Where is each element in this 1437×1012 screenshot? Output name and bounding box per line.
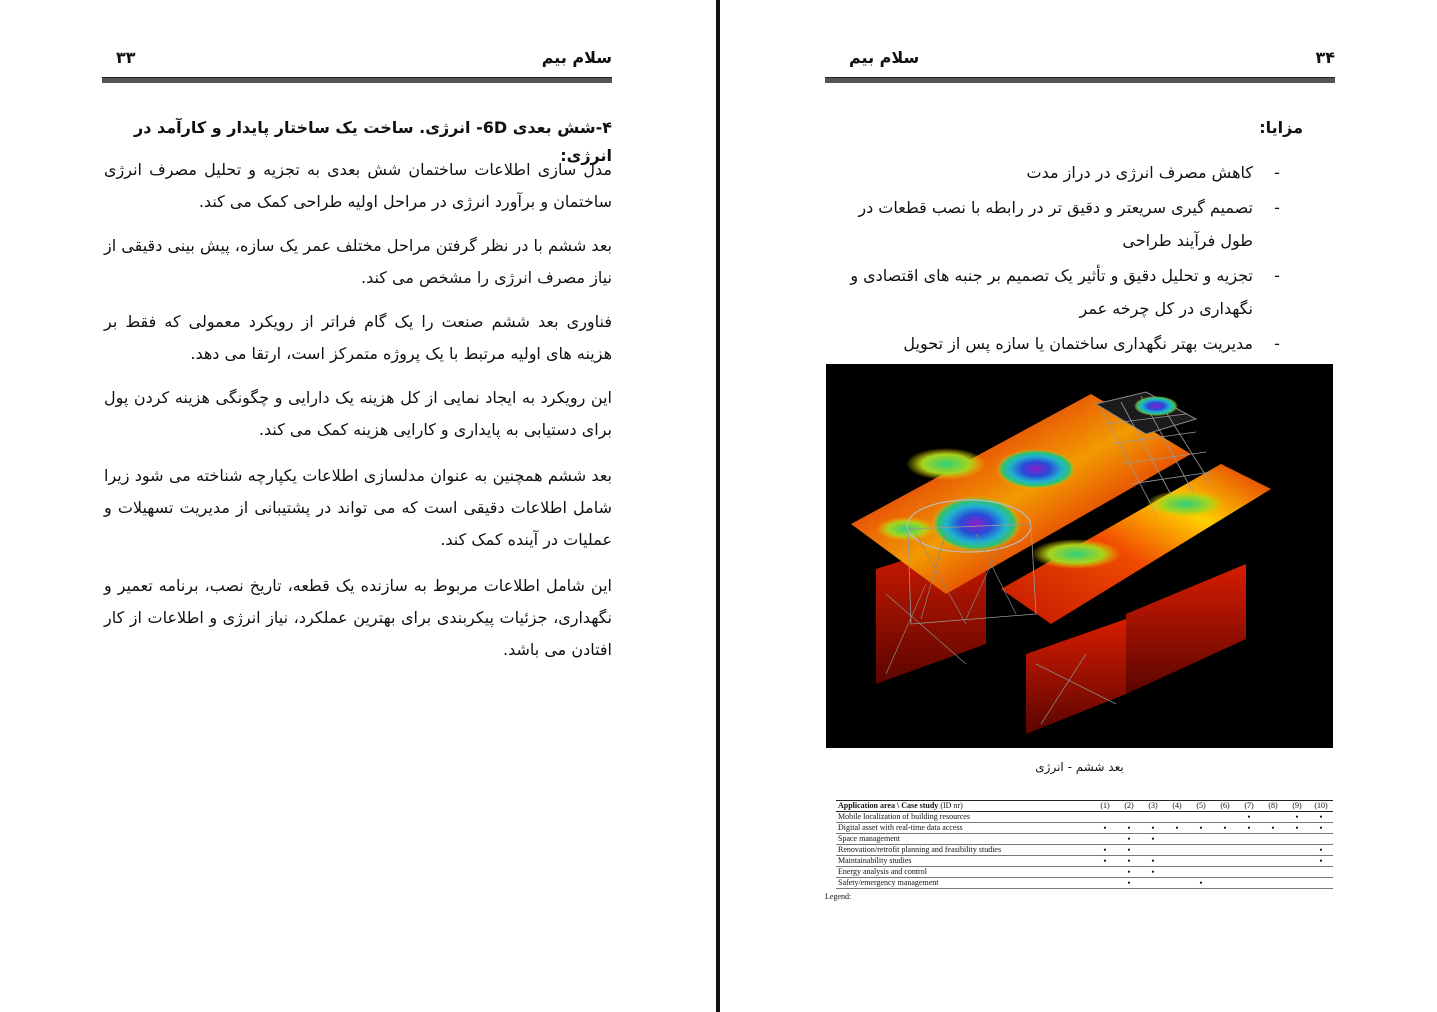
paragraph: فناوری بعد ششم صنعت را یک گام فراتر از رویکرد معمولی که فقط بر هزینه های اولیه مرتبط با یک پروژه متمرکز است، ارتقا می دهد. <box>104 312 612 363</box>
column-header: (9) <box>1285 801 1309 812</box>
table-cell-mark: • <box>1117 878 1141 889</box>
table-cell-mark <box>1237 867 1261 878</box>
paragraph: مدل سازی اطلاعات ساختمان شش بعدی به تجزیه و تحلیل مصرف انرژی ساختمان و برآورد انرژی در مراحل اولیه طراحی کمک می کند. <box>104 160 612 211</box>
table-cell-mark <box>1189 856 1213 867</box>
table-cell-mark <box>1285 834 1309 845</box>
application-area-table <box>836 800 1333 889</box>
table-cell-mark <box>1213 878 1237 889</box>
advantages-heading: مزایا: <box>1259 118 1303 137</box>
figure-caption: بعد ششم - انرژی <box>1035 760 1124 774</box>
table-cell-mark <box>1141 878 1165 889</box>
table-cell-mark <box>1285 878 1309 889</box>
table-cell-mark <box>1213 867 1237 878</box>
column-header: (5) <box>1189 801 1213 812</box>
table-body <box>836 812 1333 889</box>
table-cell-mark <box>1093 812 1117 823</box>
table-cell-mark: • <box>1093 856 1117 867</box>
table-cell-mark: • <box>1309 856 1333 867</box>
table-cell-mark <box>1285 867 1309 878</box>
row-label: Safety/emergency management <box>836 878 1093 889</box>
column-header: (3) <box>1141 801 1165 812</box>
section-heading: ۴-شش بعدی 6D- انرژی. ساخت یک ساختار پایدار و کارآمد در انرژی: <box>134 118 612 165</box>
table-cell-mark <box>1165 856 1189 867</box>
table-cell-mark <box>1189 834 1213 845</box>
table-cell-mark <box>1165 867 1189 878</box>
book-title: سلام بیم <box>541 48 612 67</box>
table-cell-mark: • <box>1117 856 1141 867</box>
row-label: Mobile localization of building resources <box>836 812 1093 823</box>
table-cell-mark <box>1213 845 1237 856</box>
table-cell-mark <box>1261 812 1285 823</box>
column-header: (8) <box>1261 801 1285 812</box>
table-cell-mark: • <box>1117 845 1141 856</box>
paragraph: این رویکرد به ایجاد نمایی از کل هزینه یک دارایی و چگونگی هزینه کردن پول برای دستیابی به پایداری و کارایی هزینه کمک می کند. <box>104 388 612 439</box>
column-header: (2) <box>1117 801 1141 812</box>
book-spine-divider <box>716 0 720 1012</box>
table-cell-mark: • <box>1141 823 1165 834</box>
advantages-list <box>825 156 1283 362</box>
table-cell-mark <box>1213 856 1237 867</box>
column-header: (7) <box>1237 801 1261 812</box>
table-cell-mark: • <box>1261 823 1285 834</box>
table-row <box>836 823 1333 834</box>
table-cell-mark: • <box>1285 823 1309 834</box>
list-item <box>825 191 1283 257</box>
table-cell-mark: • <box>1285 812 1309 823</box>
table-cell-mark <box>1117 812 1141 823</box>
table-row <box>836 867 1333 878</box>
table-header-label <box>836 801 1093 812</box>
row-label: Maintainability studies <box>836 856 1093 867</box>
table-cell-mark: • <box>1117 823 1141 834</box>
table-cell-mark <box>1237 834 1261 845</box>
left-page-header <box>104 48 612 72</box>
row-label: Digital asset with real-time data access <box>836 823 1093 834</box>
table-cell-mark: • <box>1309 823 1333 834</box>
table-row <box>836 834 1333 845</box>
table-cell-mark <box>1165 878 1189 889</box>
table-cell-mark <box>1189 812 1213 823</box>
right-page <box>721 0 1437 1012</box>
table-cell-mark <box>1261 834 1285 845</box>
table-cell-mark <box>1141 845 1165 856</box>
table-cell-mark: • <box>1141 856 1165 867</box>
list-item-text: کاهش مصرف انرژی در دراز مدت <box>1026 163 1253 182</box>
table-cell-mark <box>1141 812 1165 823</box>
table-cell-mark: • <box>1237 812 1261 823</box>
table-cell-mark: • <box>1117 867 1141 878</box>
table-cell-mark <box>1309 878 1333 889</box>
table-cell-mark: • <box>1309 845 1333 856</box>
table-cell-mark <box>1093 867 1117 878</box>
list-item <box>825 259 1283 325</box>
column-header: (1) <box>1093 801 1117 812</box>
table-cell-mark <box>1189 845 1213 856</box>
right-page-header <box>825 48 1335 72</box>
table-row <box>836 812 1333 823</box>
table-cell-mark <box>1285 845 1309 856</box>
table-cell-mark <box>1189 867 1213 878</box>
table-cell-mark <box>1261 845 1285 856</box>
page-number: ۳۴ <box>1315 48 1335 67</box>
table-row <box>836 845 1333 856</box>
column-header: (6) <box>1213 801 1237 812</box>
table-cell-mark: • <box>1189 878 1213 889</box>
table-cell-mark <box>1213 812 1237 823</box>
table-cell-mark <box>1309 834 1333 845</box>
table-cell-mark <box>1309 867 1333 878</box>
table-cell-mark <box>1237 878 1261 889</box>
list-item-text: تصمیم گیری سریعتر و دقیق تر در رابطه با نصب قطعات در طول فرآیند طراحی <box>858 198 1253 250</box>
book-title: سلام بیم <box>849 48 920 67</box>
list-item-text: مدیریت بهتر نگهداری ساختمان یا سازه پس از تحویل <box>903 334 1253 353</box>
page-number: ۳۳ <box>116 48 136 67</box>
table-cell-mark <box>1261 867 1285 878</box>
table-cell-mark <box>1093 878 1117 889</box>
table-cell-mark <box>1285 856 1309 867</box>
table-cell-mark: • <box>1117 834 1141 845</box>
table-legend: Legend: <box>825 892 852 901</box>
table-cell-mark <box>1261 856 1285 867</box>
table-cell-mark: • <box>1093 823 1117 834</box>
left-page <box>0 0 716 1012</box>
row-label: Space management <box>836 834 1093 845</box>
table-cell-mark <box>1165 812 1189 823</box>
header-rule <box>102 77 612 83</box>
table-row <box>836 878 1333 889</box>
energy-analysis-figure <box>826 364 1333 748</box>
table-cell-mark <box>1165 845 1189 856</box>
header-rule <box>825 77 1335 83</box>
bullet-dash: - <box>1274 163 1280 182</box>
paragraph: بعد ششم با در نظر گرفتن مراحل مختلف عمر یک سازه، پیش بینی دقیقی از نیاز مصرف انرژی را مشخص می کند. <box>104 236 612 287</box>
table-cell-mark: • <box>1141 867 1165 878</box>
table-cell-mark: • <box>1093 845 1117 856</box>
table-cell-mark: • <box>1165 823 1189 834</box>
row-label: Energy analysis and control <box>836 867 1093 878</box>
list-item <box>825 156 1283 189</box>
header-label-text: Application area \ Case study <box>838 801 939 810</box>
table-cell-mark <box>1237 856 1261 867</box>
table-cell-mark <box>1165 834 1189 845</box>
table-row <box>836 856 1333 867</box>
table-cell-mark <box>1261 878 1285 889</box>
list-item-text: تجزیه و تحلیل دقیق و تأثیر یک تصمیم بر جنبه های اقتصادی و نگهداری در کل چرخه عمر <box>850 266 1253 318</box>
bullet-dash: - <box>1274 198 1280 217</box>
table-cell-mark <box>1237 845 1261 856</box>
paragraph: این شامل اطلاعات مربوط به سازنده یک قطعه، تاریخ نصب، برنامه تعمیر و نگهداری، جزئیات پیکربندی برای بهترین عملکرد، نیاز انرژی و اطلاعات از کار افتادن می باشد. <box>104 576 612 659</box>
table-cell-mark: • <box>1309 812 1333 823</box>
building-energy-heatmap-image <box>826 364 1333 748</box>
table-cell-mark: • <box>1237 823 1261 834</box>
table-header-row <box>836 801 1333 812</box>
column-header: (10) <box>1309 801 1333 812</box>
bullet-dash: - <box>1274 266 1280 285</box>
list-item <box>825 327 1283 360</box>
paragraph: بعد ششم همچنین به عنوان مدلسازی اطلاعات یکپارچه شناخته می شود زیرا شامل اطلاعات دقیقی است که می تواند در پشتیبانی از مدیریت تسهیلات و عملیات در آینده کمک کند. <box>104 466 612 549</box>
table-cell-mark: • <box>1141 834 1165 845</box>
table-cell-mark <box>1093 834 1117 845</box>
bullet-dash: - <box>1274 334 1280 353</box>
table-cell-mark <box>1213 834 1237 845</box>
row-label: Renovation/retrofit planning and feasibility studies <box>836 845 1093 856</box>
table-cell-mark: • <box>1213 823 1237 834</box>
header-suffix-text: (ID nr) <box>940 801 963 810</box>
column-header: (4) <box>1165 801 1189 812</box>
table-cell-mark: • <box>1189 823 1213 834</box>
